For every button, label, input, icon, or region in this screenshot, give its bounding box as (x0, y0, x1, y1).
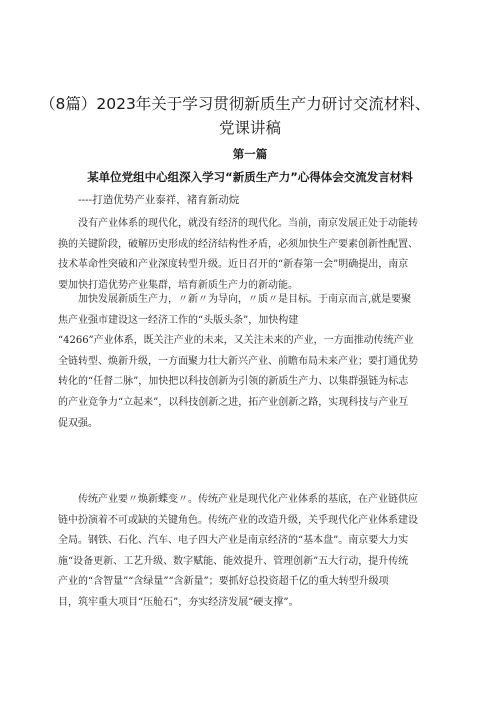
paragraph-line: 全链转型、焕新升级，一方面聚力壮大新兴产业、前瞻布局未来产业；要打通优势 (58, 355, 418, 367)
paragraph-line: 要加快打造优势产业集群，培育新质生产力的新动能。 (58, 279, 298, 291)
paragraph-line: 目，筑牢重大项目“压舱石”，夯实经济发展“硬支撑”。 (58, 596, 299, 608)
paragraph-line: 技术革命性突破和产业深度转型升级。近日召开的“新春第一会”明确提出，南京 (58, 259, 409, 271)
paragraph-1 (58, 214, 458, 296)
document-title-line-1: （8篇）2023年关于学习贯彻新质生产力研讨交流材料、 (40, 95, 431, 113)
paragraph-2 (58, 290, 458, 434)
document-title-line-2: 党课讲稿 (218, 119, 281, 137)
paragraph-line: 焦产业强市建设这一经济工作的“头版头条”，加快构建 (58, 314, 299, 326)
paragraph-line: 促双强。 (58, 417, 98, 429)
paragraph-line: 产业的“含智量”“含绿量”“含新量”；要抓好总投资超千亿的重大转型升级项 (58, 576, 389, 588)
paragraph-line: 施“设备更新、工艺升级、数字赋能、能效提升、管理创新”五大行动，提升传统 (58, 555, 409, 567)
article-tagline: ----打造优势产业泰祥，褚育新动烷 (78, 194, 240, 206)
article-subtitle: 某单位党组中心组深入学习“新质生产力”心得体会交流发言材料 (87, 170, 413, 184)
paragraph-line: 转化的“任督二脉”，加快把以科技创新为引领的新质生产力、以集群强链为标志 (58, 376, 409, 388)
paragraph-line: 全局。钢铁、石化、汽车、电子四大产业是南京经济的“基本盘”。南京要大力实 (58, 535, 409, 547)
paragraph-line: 传统产业要〃焕新蝶变〃。传统产业是现代化产业体系的基底，在产业链供应 (78, 494, 418, 505)
paragraph-3 (58, 490, 458, 614)
paragraph-line: 的产业竞争力“立起来”，以科技创新之进，拓产业创新之路，实现科技与产业互 (58, 396, 409, 408)
paragraph-line: 没有产业体系的现代化，就没有经济的现代化。当前，南京发展正处于动能转 (78, 218, 418, 229)
section-title: 第一篇 (232, 147, 268, 161)
document-title (40, 92, 460, 140)
paragraph-line: 链中扮演着不可或缺的关键角色。传统产业的改造升级，关乎现代化产业体系建设 (58, 514, 418, 526)
paragraph-line: “4266”产业体系，既关注产业的未来，又关注未来的产业，一方面推动传统产业 (58, 335, 414, 347)
paragraph-line: 加快发展新质生产力，〃新〃为导向，〃质〃是目标。于南京而言,就是要聚 (78, 294, 412, 305)
paragraph-line: 换的关键阶段，破解历史形成的经济结构性矛盾，必须加快生产要素创新性配置、 (58, 238, 418, 250)
